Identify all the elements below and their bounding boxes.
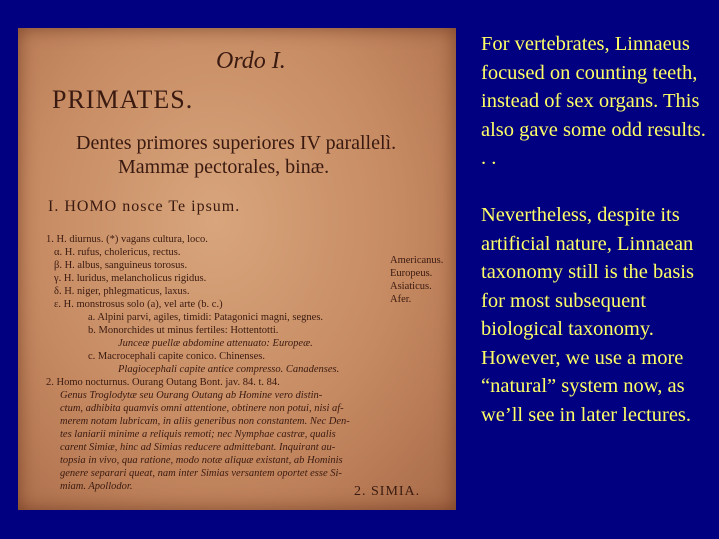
paragraph-natural-system: Nevertheless, despite its artificial nature, Linnaean taxonomy still is the basis for most subsequent biological taxonomy. However, we use a more “natural” system now, as we’ll see in later lectures. (481, 204, 694, 426)
mammae-line: Mammæ pectorales, binæ. (118, 156, 330, 178)
entry-line: δ. H. niger, phlegmaticus, laxus. (54, 286, 190, 297)
side-label: Asiaticus. (390, 281, 432, 292)
entry-line: tes laniarii minime a reliquis remoti; nec Nymphae castræ, qualis (60, 429, 336, 440)
entry-line: Junceæ puellæ abdomine attenuato: Europeæ. (118, 338, 313, 349)
entry-line: γ. H. luridus, melancholicus rigidus. (54, 273, 207, 284)
entry-line: ctum, adhibita quamvis omni attentione, obtinere non potui, nisi af- (60, 403, 344, 414)
side-label: Europeus. (390, 268, 433, 279)
entry-line: Genus Troglodytæ seu Ourang Outang ab Homine vero distin- (60, 390, 323, 401)
entry-line: c. Macrocephali capite conico. Chinenses. (88, 351, 265, 362)
entry-line: genere separari queat, nam inter Simias versantem oportet esse Si- (60, 468, 342, 479)
ordo-heading: Ordo I. (216, 48, 286, 74)
simia-heading: 2. SIMIA. (354, 484, 421, 499)
entry-line: b. Monorchides ut minus fertiles: Hottentotti. (88, 325, 279, 336)
entry-line: topsia in vivo, qua ratione, modo notæ aliquæ existant, ab Hominis (60, 455, 343, 466)
primates-heading: PRIMATES. (52, 85, 194, 114)
side-label: Afer. (390, 294, 412, 305)
entry-line: 2. Homo nocturnus. Ourang Outang Bont. jav. 84. t. 84. (46, 377, 280, 388)
slide-text-panel (481, 30, 713, 429)
dentes-line: Dentes primores superiores IV parallelì. (76, 132, 397, 154)
entry-line: ε. H. monstrosus solo (a), vel arte (b. c.) (54, 299, 223, 310)
linnaeus-book-page-image (18, 28, 456, 510)
entry-line: α. H. rufus, cholericus, rectus. (54, 247, 181, 258)
entry-line: a. Alpini parvi, agiles, timidi: Patagonici magni, segnes. (88, 312, 324, 323)
entry-line: merem notam lubricam, in aliis generibus non constantem. Nec Den- (60, 416, 350, 427)
entry-line: 1. H. diurnus. (*) vagans cultura, loco. (46, 234, 208, 245)
paragraph-teeth-counting: For vertebrates, Linnaeus focused on counting teeth, instead of sex organs. This also gave some odd results. . . (481, 33, 706, 169)
entry-line: carent Simiæ, hinc ad Simias reducere admittebant. Inquirant au- (60, 442, 336, 453)
homo-heading: I. HOMO nosce Te ipsum. (48, 198, 241, 215)
side-label: Americanus. (390, 255, 444, 266)
entry-line: miam. Apollodor. (60, 481, 133, 492)
entry-line: Plagiocephali capite antice compresso. Canadenses. (118, 364, 340, 375)
entry-line: β. H. albus, sanguineus torosus. (54, 260, 188, 271)
